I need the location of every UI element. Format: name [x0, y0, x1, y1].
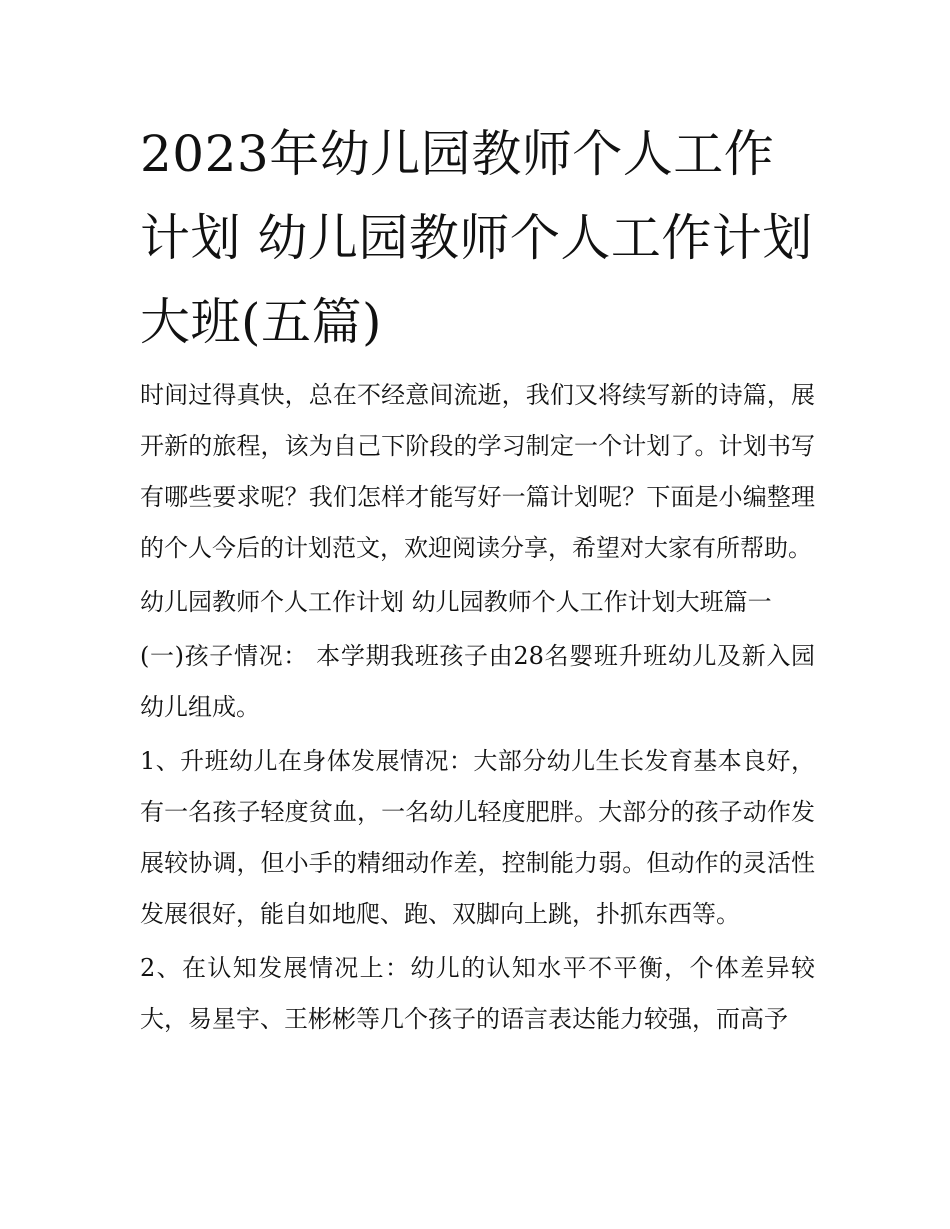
document-title: 2023年幼儿园教师个人工作计划 幼儿园教师个人工作计划大班(五篇)	[140, 125, 813, 351]
section-heading: 幼儿园教师个人工作计划 幼儿园教师个人工作计划大班篇一	[140, 588, 772, 616]
document-page	[140, 112, 815, 1045]
intro-paragraph: 时间过得真快，总在不经意间流逝，我们又将续写新的诗篇，展开新的旅程，该为自己下阶段的学习制定一个计划了。计划书写有哪些要求呢？我们怎样才能写好一篇计划呢？下面是小编整理的个人今后的计划范文，欢迎阅读分享，希望对大家有所帮助。	[140, 381, 815, 562]
children-situation-paragraph: (一)孩子情况： 本学期我班孩子由28名婴班升班幼儿及新入园幼儿组成。	[140, 642, 815, 721]
physical-development-paragraph: 1、升班幼儿在身体发展情况：大部分幼儿生长发育基本良好，有一名孩子轻度贫血，一名幼儿轻度肥胖。大部分的孩子动作发展较协调，但小手的精细动作差，控制能力弱。但动作的灵活性发展很好，能自如地爬、跑、双脚向上跳，扑抓东西等。	[140, 747, 815, 928]
cognitive-development-paragraph: 2、在认知发展情况上：幼儿的认知水平不平衡，个体差异较大，易星宇、王彬彬等几个孩子的语言表达能力较强，而高予	[140, 954, 815, 1033]
